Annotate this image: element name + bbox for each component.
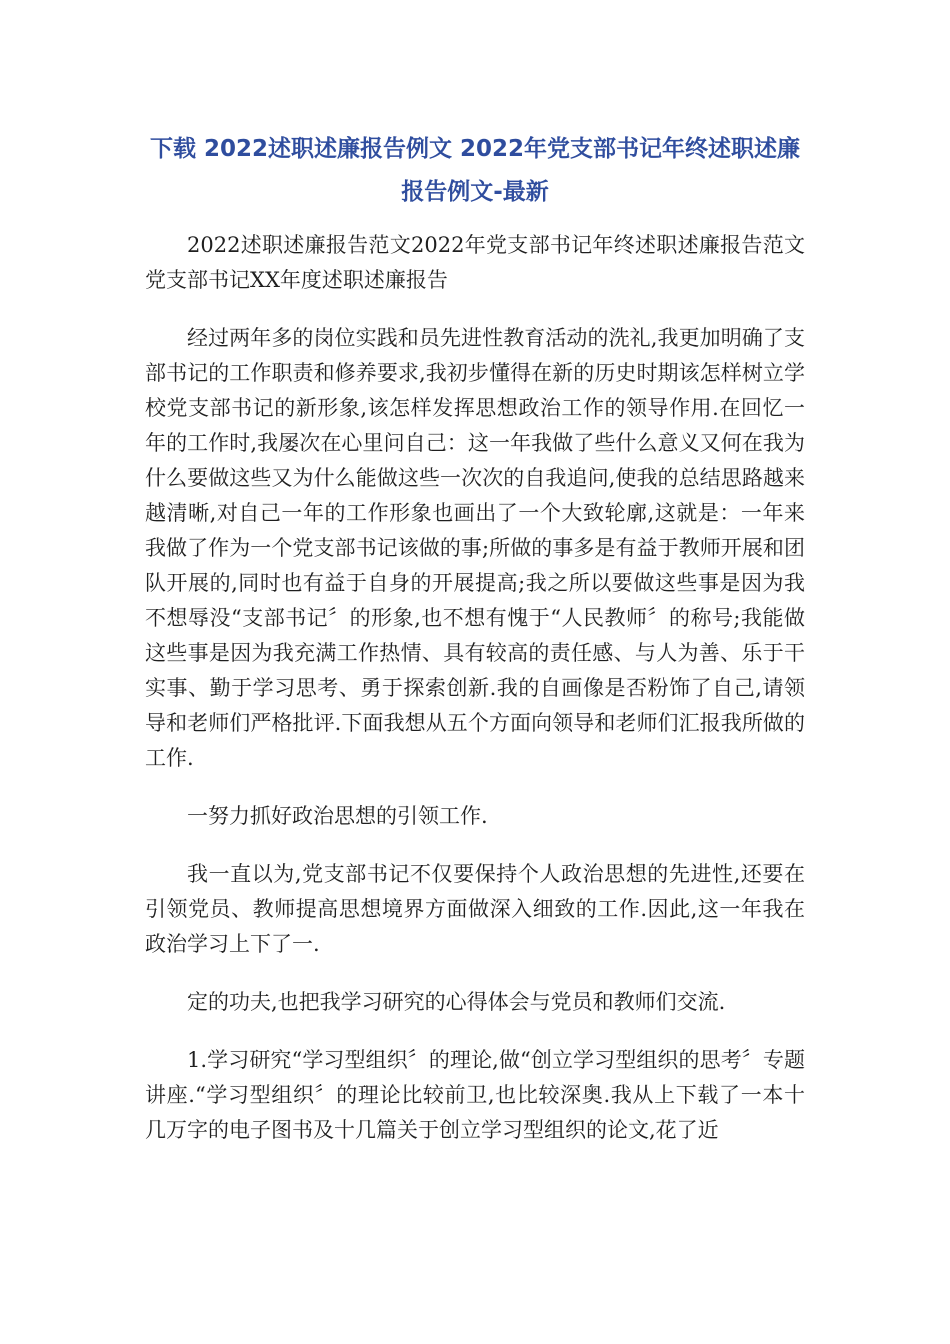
document-body [145, 228, 805, 1171]
paragraph-political-study: 我一直以为,党支部书记不仅要保持个人政治思想的先进性,还要在引领党员、教师提高思想境界方面做深入细致的工作.因此,这一年我在政治学习上下了一. [145, 862, 805, 956]
document-title: 下载 2022述职述廉报告例文 2022年党支部书记年终述职述廉报告例文-最新 [149, 136, 801, 205]
paragraph-intro: 2022述职述廉报告范文2022年党支部书记年终述职述廉报告范文党支部书记XX年度述职述廉报告 [145, 233, 805, 292]
paragraph-reflection: 经过两年多的岗位实践和员先进性教育活动的洗礼,我更加明确了支部书记的工作职责和修养要求,我初步懂得在新的历史时期该怎样树立学校党支部书记的新形象,该怎样发挥思想政治工作的领导作用.在回忆一年的工作时,我屡次在心里问自己：这一年我做了些什么意义又何在我为什么要做这些又为什么能做这些一次次的自我追问,使我的总结思路越来越清晰,对自己一年的工作形象也画出了一个大致轮廓,这就是：一年来我做了作为一个党支部书记该做的事;所做的事多是有益于教师开展和团队开展的,同时也有益于自身的开展提高;我之所以要做这些事是因为我不想辱没“支部书记〞的形象,也不想有愧于“人民教师〞的称号;我能做这些事是因为我充满工作热情、具有较高的责任感、与人为善、乐于干实事、勤于学习思考、勇于探索创新.我的自画像是否粉饰了自己,请领导和老师们严格批评.下面我想从五个方面向领导和老师们汇报我所做的工作. [145, 326, 805, 770]
section-heading-political-guidance: 一努力抓好政治思想的引领工作. [187, 804, 488, 828]
paragraph-study-sharing: 定的功夫,也把我学习研究的心得体会与党员和教师们交流. [187, 990, 726, 1014]
paragraph-learning-organization: 1.学习研究“学习型组织〞的理论,做“创立学习型组织的思考〞专题讲座.“学习型组织〞的理论比较前卫,也比较深奥.我从上下载了一本十几万字的电子图书及十几篇关于创立学习型组织的论文,花了近 [145, 1048, 805, 1142]
